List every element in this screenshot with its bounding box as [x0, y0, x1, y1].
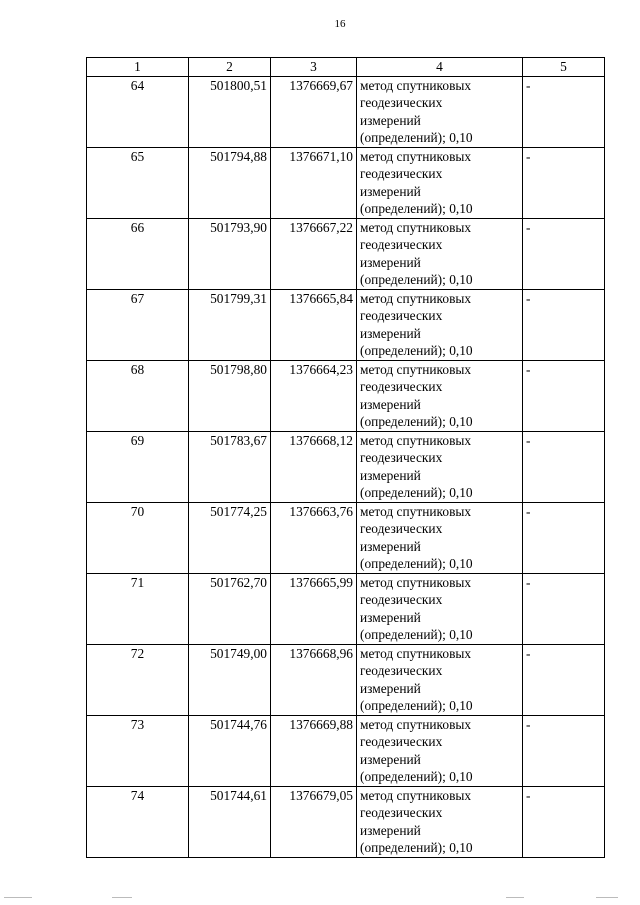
extra-info-cell: -: [523, 218, 605, 289]
header-cell-2: 2: [189, 58, 271, 77]
method-text-line: (определений); 0,10: [360, 840, 473, 855]
method-cell: [357, 76, 523, 147]
point-number-cell: 68: [87, 360, 189, 431]
method-text-line: измерений: [360, 112, 421, 128]
x-coordinate-cell: 501793,90: [189, 218, 271, 289]
method-cell: [357, 218, 523, 289]
x-coordinate-cell: 501799,31: [189, 289, 271, 360]
point-number-cell: 71: [87, 573, 189, 644]
table-row: [87, 502, 605, 573]
table-row: [87, 76, 605, 147]
method-text-line: (определений); 0,10: [360, 627, 473, 642]
method-text-line: (определений); 0,10: [360, 769, 473, 784]
extra-info-cell: -: [523, 644, 605, 715]
method-text-line: метод спутниковых: [360, 77, 472, 93]
table-row: [87, 147, 605, 218]
extra-info-cell: -: [523, 502, 605, 573]
method-text-line: (определений); 0,10: [360, 698, 473, 713]
method-text-line: геодезических: [360, 450, 443, 465]
method-cell: [357, 147, 523, 218]
y-coordinate-cell: 1376669,88: [271, 715, 357, 786]
x-coordinate-cell: 501744,76: [189, 715, 271, 786]
table-row: [87, 360, 605, 431]
point-number-cell: 65: [87, 147, 189, 218]
x-coordinate-cell: 501800,51: [189, 76, 271, 147]
method-text-line: измерений: [360, 822, 421, 838]
method-text-line: метод спутниковых: [360, 219, 472, 235]
method-text-line: метод спутниковых: [360, 148, 472, 164]
method-text-line: измерений: [360, 396, 421, 412]
method-text-line: геодезических: [360, 592, 443, 607]
header-cell-3: 3: [271, 58, 357, 77]
coordinates-table: [86, 57, 605, 858]
method-text-line: измерений: [360, 680, 421, 696]
method-cell: [357, 360, 523, 431]
point-number-cell: 73: [87, 715, 189, 786]
method-text-line: геодезических: [360, 237, 443, 252]
method-text-line: измерений: [360, 609, 421, 625]
y-coordinate-cell: 1376671,10: [271, 147, 357, 218]
method-text-line: измерений: [360, 183, 421, 199]
method-text-line: метод спутниковых: [360, 787, 472, 803]
method-text-line: геодезических: [360, 805, 443, 820]
extra-info-cell: -: [523, 147, 605, 218]
extra-info-cell: -: [523, 715, 605, 786]
method-cell: [357, 431, 523, 502]
point-number-cell: 74: [87, 786, 189, 857]
method-text-line: геодезических: [360, 379, 443, 394]
method-text-line: геодезических: [360, 95, 443, 110]
extra-info-cell: -: [523, 573, 605, 644]
method-cell: [357, 289, 523, 360]
table-row: [87, 431, 605, 502]
x-coordinate-cell: 501794,88: [189, 147, 271, 218]
method-text-line: измерений: [360, 467, 421, 483]
method-text-line: (определений); 0,10: [360, 556, 473, 571]
method-text-line: измерений: [360, 254, 421, 270]
point-number-cell: 64: [87, 76, 189, 147]
method-text-line: измерений: [360, 751, 421, 767]
table-row: [87, 573, 605, 644]
y-coordinate-cell: 1376667,22: [271, 218, 357, 289]
table-row: [87, 786, 605, 857]
method-cell: [357, 786, 523, 857]
method-cell: [357, 502, 523, 573]
method-text-line: метод спутниковых: [360, 574, 472, 590]
y-coordinate-cell: 1376664,23: [271, 360, 357, 431]
method-text-line: (определений); 0,10: [360, 272, 473, 287]
x-coordinate-cell: 501762,70: [189, 573, 271, 644]
y-coordinate-cell: 1376679,05: [271, 786, 357, 857]
table-row: [87, 218, 605, 289]
y-coordinate-cell: 1376669,67: [271, 76, 357, 147]
method-text-line: геодезических: [360, 166, 443, 181]
x-coordinate-cell: 501774,25: [189, 502, 271, 573]
y-coordinate-cell: 1376663,76: [271, 502, 357, 573]
method-text-line: метод спутниковых: [360, 716, 472, 732]
method-text-line: (определений); 0,10: [360, 130, 473, 145]
method-text-line: метод спутниковых: [360, 361, 472, 377]
header-cell-4: 4: [357, 58, 523, 77]
point-number-cell: 66: [87, 218, 189, 289]
extra-info-cell: -: [523, 289, 605, 360]
y-coordinate-cell: 1376668,12: [271, 431, 357, 502]
point-number-cell: 67: [87, 289, 189, 360]
method-text-line: измерений: [360, 325, 421, 341]
method-text-line: геодезических: [360, 663, 443, 678]
x-coordinate-cell: 501749,00: [189, 644, 271, 715]
point-number-cell: 69: [87, 431, 189, 502]
page-number: 16: [334, 18, 346, 30]
y-coordinate-cell: 1376665,99: [271, 573, 357, 644]
x-coordinate-cell: 501783,67: [189, 431, 271, 502]
x-coordinate-cell: 501744,61: [189, 786, 271, 857]
method-text-line: метод спутниковых: [360, 645, 472, 661]
table-body: [87, 76, 605, 857]
method-text-line: геодезических: [360, 734, 443, 749]
method-text-line: метод спутниковых: [360, 432, 472, 448]
header-cell-5: 5: [523, 58, 605, 77]
extra-info-cell: -: [523, 76, 605, 147]
table-row: [87, 715, 605, 786]
header-cell-1: 1: [87, 58, 189, 77]
table-row: [87, 644, 605, 715]
method-text-line: (определений); 0,10: [360, 343, 473, 358]
extra-info-cell: -: [523, 360, 605, 431]
method-text-line: (определений); 0,10: [360, 414, 473, 429]
extra-info-cell: -: [523, 786, 605, 857]
method-text-line: геодезических: [360, 521, 443, 536]
point-number-cell: 70: [87, 502, 189, 573]
method-text-line: метод спутниковых: [360, 503, 472, 519]
method-cell: [357, 644, 523, 715]
method-text-line: (определений); 0,10: [360, 485, 473, 500]
table-row: [87, 289, 605, 360]
extra-info-cell: -: [523, 431, 605, 502]
table-header-row: [87, 58, 605, 77]
y-coordinate-cell: 1376665,84: [271, 289, 357, 360]
method-cell: [357, 715, 523, 786]
point-number-cell: 72: [87, 644, 189, 715]
x-coordinate-cell: 501798,80: [189, 360, 271, 431]
y-coordinate-cell: 1376668,96: [271, 644, 357, 715]
method-text-line: геодезических: [360, 308, 443, 323]
method-text-line: метод спутниковых: [360, 290, 472, 306]
footer-scan-marks: [0, 897, 640, 901]
method-text-line: измерений: [360, 538, 421, 554]
method-cell: [357, 573, 523, 644]
method-text-line: (определений); 0,10: [360, 201, 473, 216]
